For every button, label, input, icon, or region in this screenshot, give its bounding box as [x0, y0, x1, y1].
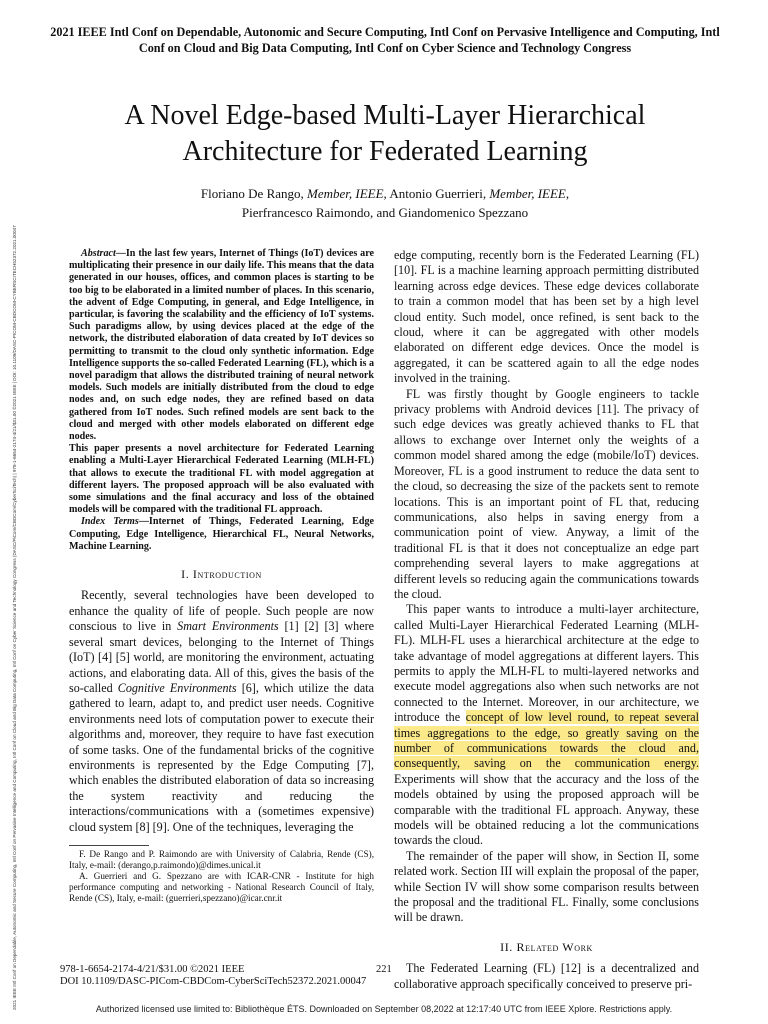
intro-paragraph: [69, 588, 374, 835]
abstract-paragraph: [69, 248, 374, 443]
publication-info: [60, 964, 366, 988]
body-paragraph-5: The Federated Learning (FL) [12] is a decentralized and collaborative approach specifically conceived to preserve pri-: [394, 961, 699, 991]
author-line-2: Pierfrancesco Raimondo, and Giandomenico Spezzano: [241, 205, 529, 220]
body-text-b: Experiments will show that the accuracy and the loss of the models obtained by using the proposed approach will be comparable with the traditional FL approach. Anyway, these models will be obtained reducing a lot the communications towards the cloud.: [394, 771, 699, 848]
index-terms: [69, 516, 374, 553]
paper-title: [60, 98, 710, 170]
author-name: Floriano De Rango,: [200, 186, 308, 201]
title-line-1: A Novel Edge-based Multi-Layer Hierarchical: [124, 100, 646, 131]
highlighted-text: concept of low level round, to repeat several times aggregations to the edge, so greatly saving on the number of communications towards the cloud and, consequently, saving on the communication energy.: [394, 710, 699, 771]
right-column: [394, 248, 699, 992]
abstract-block: [69, 248, 374, 553]
side-metadata-strip: [12, 20, 24, 1010]
title-line-2: Architecture for Federated Learning: [182, 136, 588, 167]
footnotes: [69, 849, 374, 904]
body-paragraph-2: FL was firstly thought by Google engineers to tackle privacy problems with Android devices [11]. The privacy of such edge devices was greatly achieved thanks to FL that allows to exchange over Internet only the weights of a common model shared among the edge (mobile/IoT) devices. Moreover, FL is a good instrument to reduce the data sent to the cloud, so decreasing the size of the packets sent to remote locations. This is an important point of FL that, reducing communications, also helps in saving energy from a communication point of view. Anyway, a limit of the traditional FL is that it does not conceptualize an edge part comprehending several layers to make aggregations at different levels so reducing again the communications towards the cloud.: [394, 386, 699, 601]
author-role: Member, IEEE,: [307, 186, 387, 201]
body-paragraph-4: The remainder of the paper will show, in Section II, some related work. Section III will explain the proposal of the paper, while Section IV will show some comparison results between the proposal and the traditional FL. Finally, some conclusions will be drawn.: [394, 848, 699, 925]
abstract-lead: Abstract: [81, 248, 116, 259]
left-column: [69, 248, 374, 904]
intro-italic-1: Smart Environments: [177, 619, 279, 634]
author-name: Antonio Guerrieri,: [386, 186, 490, 201]
side-metadata-text: 2021 IEEE Intl Conf on Dependable, Autonomic and Secure Computing, Intl Conf on Pervasive Intelligence and Computing, Intl Conf on Cloud and Big Data Computing, Intl Conf on Cyber Science and Technology Congress (DASC/PiCom/CBDCom/CyberSciTech) | 978-1-6654-2174-4/21/$31.00 ©2021 IEEE | DOI: 10.1109/DASC-PICOM-CBDCOM-CYBERSCITECH52372.2021.00047: [12, 225, 17, 1010]
index-terms-lead: Index Terms: [81, 516, 139, 528]
license-notice: Authorized licensed use limited to: Bibliothèque ÉTS. Downloaded on September 08,2022 at 12:17:40 UTC from IEEE Xplore. Restrictions apply.: [95, 1004, 673, 1014]
doi-line: DOI 10.1109/DASC-PICom-CBDCom-CyberSciTech52372.2021.00047: [60, 976, 367, 987]
page-number: 221: [376, 964, 392, 975]
footnote-2: A. Guerrieri and G. Spezzano are with ICAR-CNR - Institute for high performance computing and networking - National Research Council of Italy, Rende (CS), Italy, e-mail: (guerrieri,spezzano)@icar.cnr.it: [69, 870, 374, 903]
body-text-a: This paper wants to introduce a multi-layer architecture, called Multi-Layer Hierarchical Federated Learning (MLH-FL). MLH-FL uses a hierarchical architecture at the edge to take advantage of model aggregations at different layers. This permits to apply the MLH-FL to multi-layered networks and execute model aggregations also when such networks are not connected to the Internet. Moreover, in our architecture, we introduce the: [394, 602, 699, 725]
author-role: Member, IEEE,: [489, 186, 570, 201]
section-heading-introduction: I. Introduction: [181, 567, 262, 582]
footnote-divider: [69, 845, 149, 846]
body-paragraph-3: [394, 602, 699, 849]
author-line-1: [60, 184, 710, 203]
intro-text-a: Recently, several technologies have been developed to enhance the quality of life of people. Such people are now conscious to live in: [69, 588, 374, 634]
section-heading-related-work: II. Related Work: [500, 939, 593, 954]
footnote-1: F. De Rango and P. Raimondo are with University of Calabria, Rende (CS), Italy, e-mail: (derango,p.raimondo)@dimes.unical.it: [69, 848, 374, 870]
isbn-line: 978-1-6654-2174-4/21/$31.00 ©2021 IEEE: [60, 964, 245, 975]
intro-italic-2: Cognitive Environments: [117, 680, 237, 695]
index-terms-text: —Internet of Things, Federated Learning, Edge Computing, Edge Intelligence, Hierarchical FL, Neural Networks, Machine Learning.: [69, 516, 374, 552]
body-paragraph-1: edge computing, recently born is the Federated Learning (FL) [10]. FL is a machine learning approach permitting distributed learning across edge devices. These edge devices collaborate to train a common model that has been set by a high level cloud entity. Such model, once refined, is sent back to the cloud, where it can be aggregated with other models elaborated on different edge devices. Once the model is aggregated, it can be scattered again to all the edge nodes involved in the training.: [394, 248, 699, 386]
conference-header: 2021 IEEE Intl Conf on Dependable, Autonomic and Secure Computing, Intl Conf on Pervasive Intelligence and Computing, Intl Conf on Cloud and Big Data Computing, Intl Conf on Cyber Science and Technology Congress: [50, 25, 720, 55]
abstract-paragraph-2: This paper presents a novel architecture for Federated Learning enabling a Multi-Layer Hierarchical Federated Learning (MLH-FL) that allows to execute the traditional FL with model aggregation at different layers. The proposed approach will be also evaluated with some simulations and the final accuracy and loss of the obtained models will be compared with the traditional FL approach.: [69, 443, 374, 516]
author-list: [60, 184, 710, 222]
intro-text-b: [1] [2] [3] where several smart devices, belonging to the Internet of Things (IoT) [4] [5] world, are monitoring the environment, actuating actions, and elaborating data. All of this, gives the basis of the so-called: [69, 619, 374, 695]
intro-text-c: [6], which utilize the data gathered to learn, adapt to, and predict user needs. Cognitive environments need lots of computation power to execute their algorithms and, moreover, they require to have fast execution of some tasks. One of the fundamental bricks of the cognitive environments is represented by the Edge Computing [7], which enables the distributed elaboration of data so increasing the system reactivity and reducing the interactions/communications with a (sometimes expensive) cloud system [8] [9]. One of the techniques, leveraging the: [69, 680, 374, 834]
abstract-text: —In the last few years, Internet of Things (IoT) devices are multiplicating their presence in our daily life. This means that the data generated in our houses, offices, and common places is starting to be too big to be elaborated in a limited number of places. In this scenario, the advent of Edge Computing, in general, and Edge Intelligence, in particular, is favoring the scalability and the efficiency of IoT systems. Such paradigms allow, by using devices placed at the edge of the network, the distributed elaboration of data created by IoT devices so permitting to transmit to the cloud only synthetic information. Edge Intelligence supports the so-called Federated Learning (FL), which is a novel paradigm that allows the distributed training of neural network models. Such models are initially distributed from the cloud to edge nodes and, on such edge nodes, they are refined based on data gathered from IoT nodes. Such refined models are sent back to the cloud and merged with other models elaborated on different edge nodes.: [69, 248, 374, 443]
